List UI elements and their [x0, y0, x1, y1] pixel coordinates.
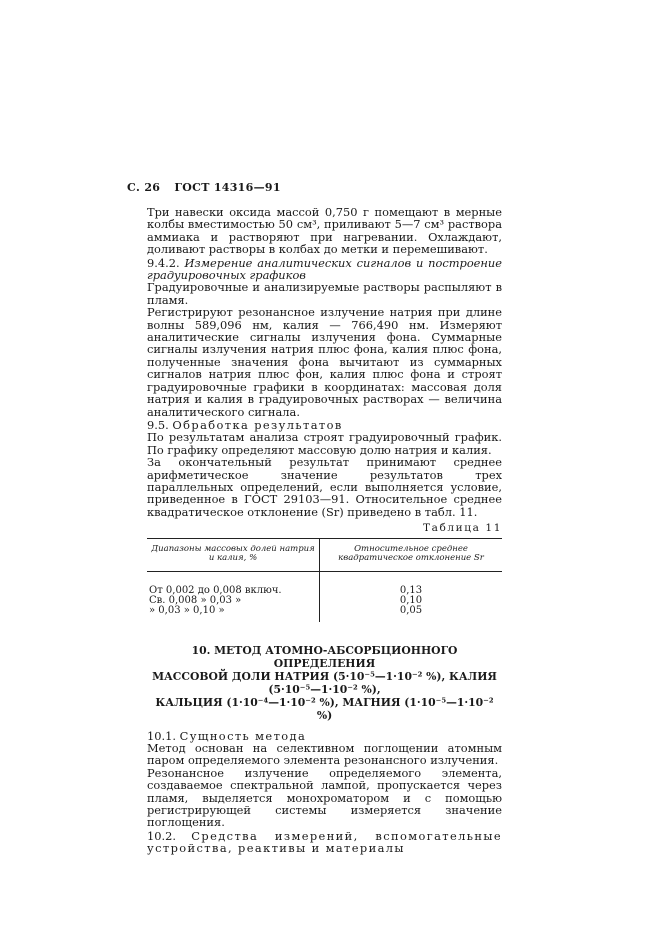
section-9-4-2-heading	[147, 257, 502, 282]
column-header-deviation: Относительное среднее квадратическое отклонение Sr	[320, 538, 503, 571]
table-cell-value: 0,10	[399, 594, 423, 606]
data-table	[147, 538, 502, 622]
table-row	[147, 571, 502, 596]
section-title: Сущность метода	[179, 728, 307, 743]
section-number: 10.2.	[147, 828, 176, 843]
section-number: 9.4.2.	[147, 255, 180, 270]
section-title: Измерение аналитических сигналов и построение градуировочных графиков	[147, 255, 502, 283]
paragraph: Резонансное излучение определяемого элемента, создаваемое спектральной лампой, пропускается через пламя, выделяется монохроматором и с помощью регистрирующей системы измеряется значение поглощения.	[147, 765, 502, 830]
paragraph: Метод основан на селективном поглощении атомным паром определяемого элемента резонансного излучения.	[147, 740, 502, 768]
paragraph: Градуировочные и анализируемые растворы распыляют в пламя.	[147, 280, 502, 307]
heading-line: МАССОВОЙ ДОЛИ НАТРИЯ (5·10⁻⁵—1·10⁻² %), КАЛИЯ (5·10⁻⁵—1·10⁻² %),	[152, 669, 497, 696]
table-row	[147, 606, 502, 622]
table-cell-value: 0,13	[399, 584, 423, 596]
table-cell-range: » 0,03 » 0,10 »	[147, 606, 320, 622]
heading-line: 10. МЕТОД АТОМНО-АБСОРБЦИОННОГО ОПРЕДЕЛЕНИЯ	[191, 643, 458, 670]
page-number: С. 26	[127, 181, 161, 194]
document-body	[147, 206, 502, 855]
table-caption: Таблица 11	[423, 522, 502, 535]
standard-code: ГОСТ 14316—91	[174, 181, 281, 194]
paragraph: Регистрируют резонансное излучение натрия при длине волны 589,096 нм, калия — 766,490 нм. Измеряют аналитические сигналы излучения фона. Суммарные сигналы излучения натрия плюс фона, калия плюс фона, полученные значения фона вычитают из суммарных сигналов натрия плюс фон, калия плюс фона и строят градуировочные графики в координатах: массовая доля натрия и калия в градуировочных растворах — величина аналитического сигнала.	[147, 305, 502, 419]
section-number: 10.1.	[147, 728, 176, 743]
column-header-range: Диапазоны массовых долей натрия и калия, %	[147, 538, 320, 571]
table-cell-range: Св. 0,008 » 0,03 »	[147, 596, 320, 606]
paragraph: По результатам анализа строят градуировочный график. По графику определяют массовую долю натрия и калия.	[147, 430, 502, 457]
table-cell-range: От 0,002 до 0,008 включ.	[147, 571, 320, 596]
section-title: Средства измерений, вспомогательные устройства, реактивы и материалы	[147, 828, 502, 856]
page-header	[127, 181, 291, 194]
paragraph: За окончательный результат принимают среднее арифметическое значение результатов трех параллельных определений, если выполняется условие, приведенное в ГОСТ 29103—91. Относительное среднее квадратическое отклонение (Sr) приведено в табл. 11.	[147, 455, 502, 519]
section-number: 9.5.	[147, 417, 169, 432]
table-cell-value: 0,05	[399, 604, 423, 616]
section-10-2-heading	[147, 830, 502, 855]
intro-paragraph: Три навески оксида массой 0,750 г помещают в мерные колбы вместимостью 50 см³, приливают 5—7 см³ раствора аммиака и растворяют при нагревании. Охлаждают, доливают растворы в колбах до метки и перемешивают.	[147, 205, 502, 257]
section-10-heading	[147, 644, 502, 722]
heading-line: КАЛЬЦИЯ (1·10⁻⁴—1·10⁻² %), МАГНИЯ (1·10⁻⁵—1·10⁻² %)	[155, 695, 494, 722]
section-title: Обработка результатов	[172, 417, 343, 432]
